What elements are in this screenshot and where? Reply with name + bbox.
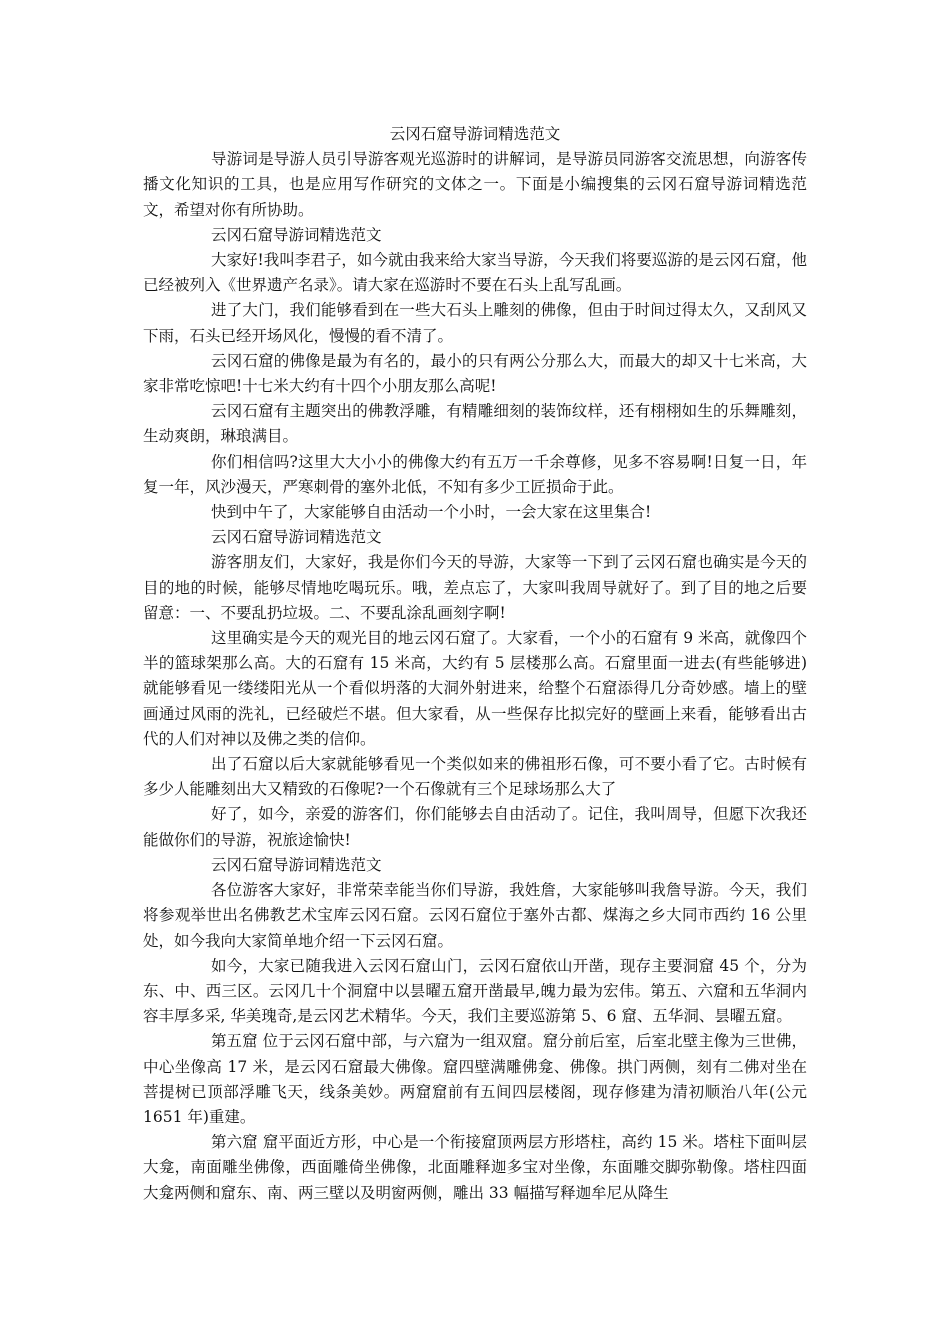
section-heading: 云冈石窟导游词精选范文 bbox=[211, 528, 382, 547]
body-paragraph: 出了石窟以后大家就能够看见一个类似如来的佛祖形石像，可不要小看了它。古时候有多少人能雕刻出大又精致的石像呢?一个石像就有三个足球场那么大了 bbox=[143, 755, 807, 799]
section-heading: 云冈石窟导游词精选范文 bbox=[211, 225, 382, 244]
document-page bbox=[143, 122, 807, 1206]
body-paragraph: 进了大门，我们能够看到在一些大石头上雕刻的佛像，但由于时间过得太久，又刮风又下雨，石头已经开场风化，慢慢的看不清了。 bbox=[143, 301, 807, 345]
body-paragraph: 好了，如今，亲爱的游客们，你们能够去自由活动了。记住，我叫周导，但愿下次我还能做你们的导游，祝旅途愉快! bbox=[143, 805, 807, 849]
body-paragraph: 第五窟 位于云冈石窟中部，与六窟为一组双窟。窟分前后室，后室北壁主像为三世佛，中心坐像高 17 米，是云冈石窟最大佛像。窟四壁满雕佛龛、佛像。拱门两侧，刻有二佛对坐在菩提树已顶部浮雕飞天，线条美妙。两窟窟前有五间四层楼阁，现存修建为清初顺治八年(公元 1651 年)重建。 bbox=[143, 1032, 807, 1126]
body-paragraph: 各位游客大家好，非常荣幸能当你们导游，我姓詹，大家能够叫我詹导游。今天，我们将参观举世出名佛教艺术宝库云冈石窟。云冈石窟位于塞外古都、煤海之乡大同市西约 16 公里处，如今我向大家简单地介绍一下云冈石窟。 bbox=[143, 881, 807, 950]
section-heading: 云冈石窟导游词精选范文 bbox=[211, 855, 382, 874]
document-body bbox=[143, 147, 807, 1206]
body-paragraph: 游客朋友们，大家好，我是你们今天的导游，大家等一下到了云冈石窟也确实是今天的目的地的时候，能够尽情地吃喝玩乐。哦，差点忘了，大家叫我周导就好了。到了目的地之后要留意：一、不要乱扔垃圾。二、不要乱涂乱画刻字啊! bbox=[143, 553, 807, 622]
body-paragraph: 云冈石窟有主题突出的佛教浮雕，有精雕细刻的装饰纹样，还有栩栩如生的乐舞雕刻，生动爽朗，琳琅满目。 bbox=[143, 402, 807, 446]
document-title: 云冈石窟导游词精选范文 bbox=[389, 125, 561, 143]
body-paragraph: 这里确实是今天的观光目的地云冈石窟了。大家看，一个小的石窟有 9 米高，就像四个半的篮球架那么高。大的石窟有 15 米高，大约有 5 层楼那么高。石窟里面一进去(有些能够进)就能够看见一缕缕阳光从一个看似坍落的大洞外射进来，给整个石窟添得几分奇妙感。墙上的壁画通过风雨的洗礼，已经破烂不堪。但大家看，从一些保存比拟完好的壁画上来看，能够看出古代的人们对神以及佛之类的信仰。 bbox=[143, 629, 807, 748]
body-paragraph: 快到中午了，大家能够自由活动一个小时，一会大家在这里集合! bbox=[211, 503, 652, 522]
body-paragraph: 导游词是导游人员引导游客观光巡游时的讲解词，是导游员同游客交流思想，向游客传播文化知识的工具，也是应用写作研究的文体之一。下面是小编搜集的云冈石窟导游词精选范文，希望对你有所协助。 bbox=[143, 150, 807, 219]
body-paragraph: 第六窟 窟平面近方形，中心是一个衔接窟顶两层方形塔柱，高约 15 米。塔柱下面叫层大龛，南面雕坐佛像，西面雕倚坐佛像，北面雕释迦多宝对坐像，东面雕交脚弥勒像。塔柱四面大龛两侧和窟东、南、两三壁以及明窗两侧，雕出 33 幅描写释迦牟尼从降生 bbox=[143, 1133, 807, 1202]
body-paragraph: 大家好!我叫李君子，如今就由我来给大家当导游，今天我们将要巡游的是云冈石窟，他已经被列入《世界遗产名录》。请大家在巡游时不要在石头上乱写乱画。 bbox=[143, 251, 807, 295]
body-paragraph: 云冈石窟的佛像是最为有名的，最小的只有两公分那么大，而最大的却又十七米高，大家非常吃惊吧!十七米大约有十四个小朋友那么高呢! bbox=[143, 351, 807, 396]
body-paragraph: 如今，大家已随我进入云冈石窟山门，云冈石窟依山开凿，现存主要洞窟 45 个，分为东、中、西三区。云冈几十个洞窟中以昙曜五窟开凿最早,魄力最为宏伟。第五、六窟和五华洞内容丰厚多采, 华美瑰奇,是云冈艺术精华。今天，我们主要巡游第 5、6 窟、五华洞、昙曜五窟。 bbox=[143, 956, 807, 1026]
body-paragraph: 你们相信吗?这里大大小小的佛像大约有五万一千余尊修，见多不容易啊!日复一日，年复一年，风沙漫天，严寒刺骨的塞外北低，不知有多少工匠损命于此。 bbox=[143, 452, 807, 496]
